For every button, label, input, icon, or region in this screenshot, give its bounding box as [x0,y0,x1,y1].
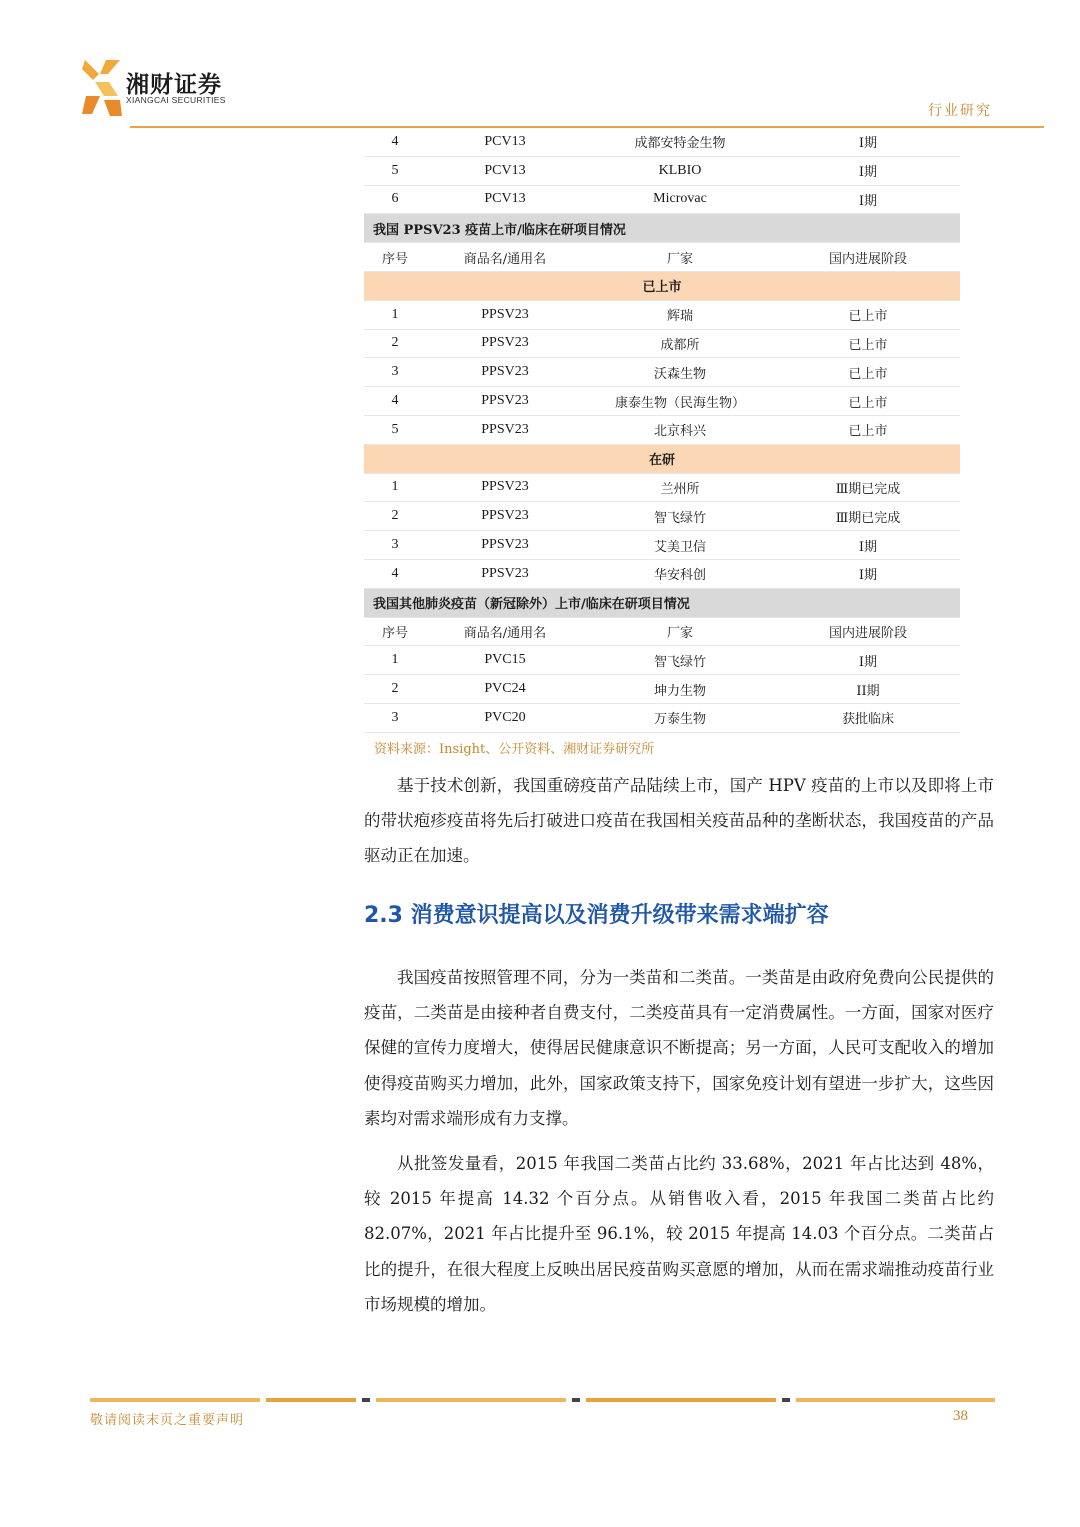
cell-name: PPSV23 [426,387,584,416]
cell-name: PPSV23 [426,300,584,329]
cell-name: PVC24 [426,675,584,704]
body-paragraph-3: 从批签发量看，2015 年我国二类苗占比约 33.68%，2021 年占比达到 48%，较 2015 年提高 14.32 个百分点。从销售收入看，2015 年我国二类苗占比约 82.07%，2021 年占比提升至 96.1%，较 2015 年提高 14.03 个百分点。二类苗占比的提升，在很大程度上反映出居民疫苗购买意愿的增加，从而在需求端推动疫苗行业市场规模的增加。 [364,1154,994,1314]
cell-maker: 沃森生物 [584,358,776,387]
cell-stage: Ⅲ期已完成 [776,502,960,531]
cell-maker: 成都安特金生物 [584,128,776,156]
header-maker: 厂家 [584,243,776,272]
cell-stage: 获批临床 [776,703,960,732]
table-row [364,531,960,560]
header-no: 序号 [364,243,426,272]
cell-maker: 康泰生物（民海生物） [584,387,776,416]
research-label: 在研 [364,444,960,473]
cell-no: 3 [364,531,426,560]
header-name: 商品名/通用名 [426,617,584,646]
cell-name: PCV13 [426,156,584,185]
logo-mark-icon [80,58,124,118]
cell-no: 2 [364,329,426,358]
cell-name: PPSV23 [426,502,584,531]
cell-maker: 成都所 [584,329,776,358]
cell-stage: II期 [776,675,960,704]
cell-stage: 已上市 [776,358,960,387]
body-paragraph-2: 我国疫苗按照管理不同，分为一类苗和二类苗。一类苗是由政府免费向公民提供的疫苗，二类苗是由接种者自费支付，二类疫苗具有一定消费属性。一方面，国家对医疗保健的宣传力度增大，使得居民健康意识不断提高；另一方面，人民可支配收入的增加使得疫苗购买力增加，此外，国家政策支持下，国家免疫计划有望进一步扩大，这些因素均对需求端形成有力支撑。 [364,968,994,1128]
cell-maker: KLBIO [584,156,776,185]
logo-chinese-name: 湘财证券 [126,72,222,98]
logo-english-name: XIANGCAI SECURITIES [126,95,226,105]
cell-name: PPSV23 [426,531,584,560]
section-heading: 2.3 消费意识提高以及消费升级带来需求端扩容 [364,903,829,928]
table-row [364,329,960,358]
cell-name: PCV13 [426,128,584,156]
header-name: 商品名/通用名 [426,243,584,272]
table-row [364,300,960,329]
cell-stage: I期 [776,156,960,185]
cell-no: 1 [364,300,426,329]
page-number: 38 [953,1408,968,1424]
header-row [364,617,960,646]
cell-name: PPSV23 [426,559,584,588]
table-row [364,559,960,588]
cell-no: 6 [364,185,426,214]
cell-stage: I期 [776,646,960,675]
cell-no: 5 [364,156,426,185]
cell-stage: I期 [776,185,960,214]
table-row [364,703,960,732]
marketed-label: 已上市 [364,271,960,300]
cell-no: 2 [364,502,426,531]
cell-name: PVC20 [426,703,584,732]
subgroup-row [364,444,960,473]
cell-no: 3 [364,358,426,387]
section-row [364,588,960,617]
company-logo [80,58,240,118]
cell-maker: 万泰生物 [584,703,776,732]
cell-stage: 已上市 [776,329,960,358]
table-row [364,387,960,416]
header-stage: 国内进展阶段 [776,243,960,272]
cell-name: PPSV23 [426,473,584,502]
header-maker: 厂家 [584,617,776,646]
table-row [364,415,960,444]
cell-stage: 已上市 [776,300,960,329]
cell-name: PPSV23 [426,415,584,444]
cell-no: 4 [364,559,426,588]
cell-stage: I期 [776,128,960,156]
disclaimer-note: 敬请阅读末页之重要声明 [90,1413,245,1428]
table-row [364,675,960,704]
header-stage: 国内进展阶段 [776,617,960,646]
other-section-title: 我国其他肺炎疫苗（新冠除外）上市/临床在研项目情况 [364,588,960,617]
cell-maker: 北京科兴 [584,415,776,444]
table-row [364,646,960,675]
header-no: 序号 [364,617,426,646]
table-row [364,358,960,387]
table-source: 资料来源：Insight、公开资料、湘财证券研究所 [374,742,655,757]
table-row [364,128,960,156]
cell-stage: 已上市 [776,387,960,416]
cell-stage: Ⅰ期 [776,531,960,560]
table-row [364,185,960,214]
cell-name: PPSV23 [426,329,584,358]
cell-maker: 辉瑞 [584,300,776,329]
cell-no: 3 [364,703,426,732]
cell-no: 1 [364,646,426,675]
ppsv-section-title: 我国 PPSV23 疫苗上市/临床在研项目情况 [364,214,960,243]
section-row [364,214,960,243]
cell-name: PPSV23 [426,358,584,387]
table-row [364,502,960,531]
cell-no: 2 [364,675,426,704]
body-paragraph-1: 基于技术创新，我国重磅疫苗产品陆续上市，国产 HPV 疫苗的上市以及即将上市的带状疱疹疫苗将先后打破进口疫苗在我国相关疫苗品种的垄断状态，我国疫苗的产品驱动正在加速。 [364,776,994,866]
footer-divider [90,1397,995,1403]
cell-maker: 坤力生物 [584,675,776,704]
cell-no: 4 [364,128,426,156]
header-row [364,243,960,272]
cell-maker: 兰州所 [584,473,776,502]
cell-maker: Microvac [584,185,776,214]
cell-maker: 智飞绿竹 [584,502,776,531]
table-row [364,473,960,502]
table-row [364,156,960,185]
vaccine-table [364,128,960,733]
cell-no: 5 [364,415,426,444]
cell-maker: 艾美卫信 [584,531,776,560]
cell-stage: Ⅲ期已完成 [776,473,960,502]
cell-no: 4 [364,387,426,416]
cell-stage: 已上市 [776,415,960,444]
subgroup-row [364,271,960,300]
cell-name: PVC15 [426,646,584,675]
cell-no: 1 [364,473,426,502]
cell-maker: 华安科创 [584,559,776,588]
cell-maker: 智飞绿竹 [584,646,776,675]
report-category: 行业研究 [928,103,992,119]
cell-stage: Ⅰ期 [776,559,960,588]
cell-name: PCV13 [426,185,584,214]
